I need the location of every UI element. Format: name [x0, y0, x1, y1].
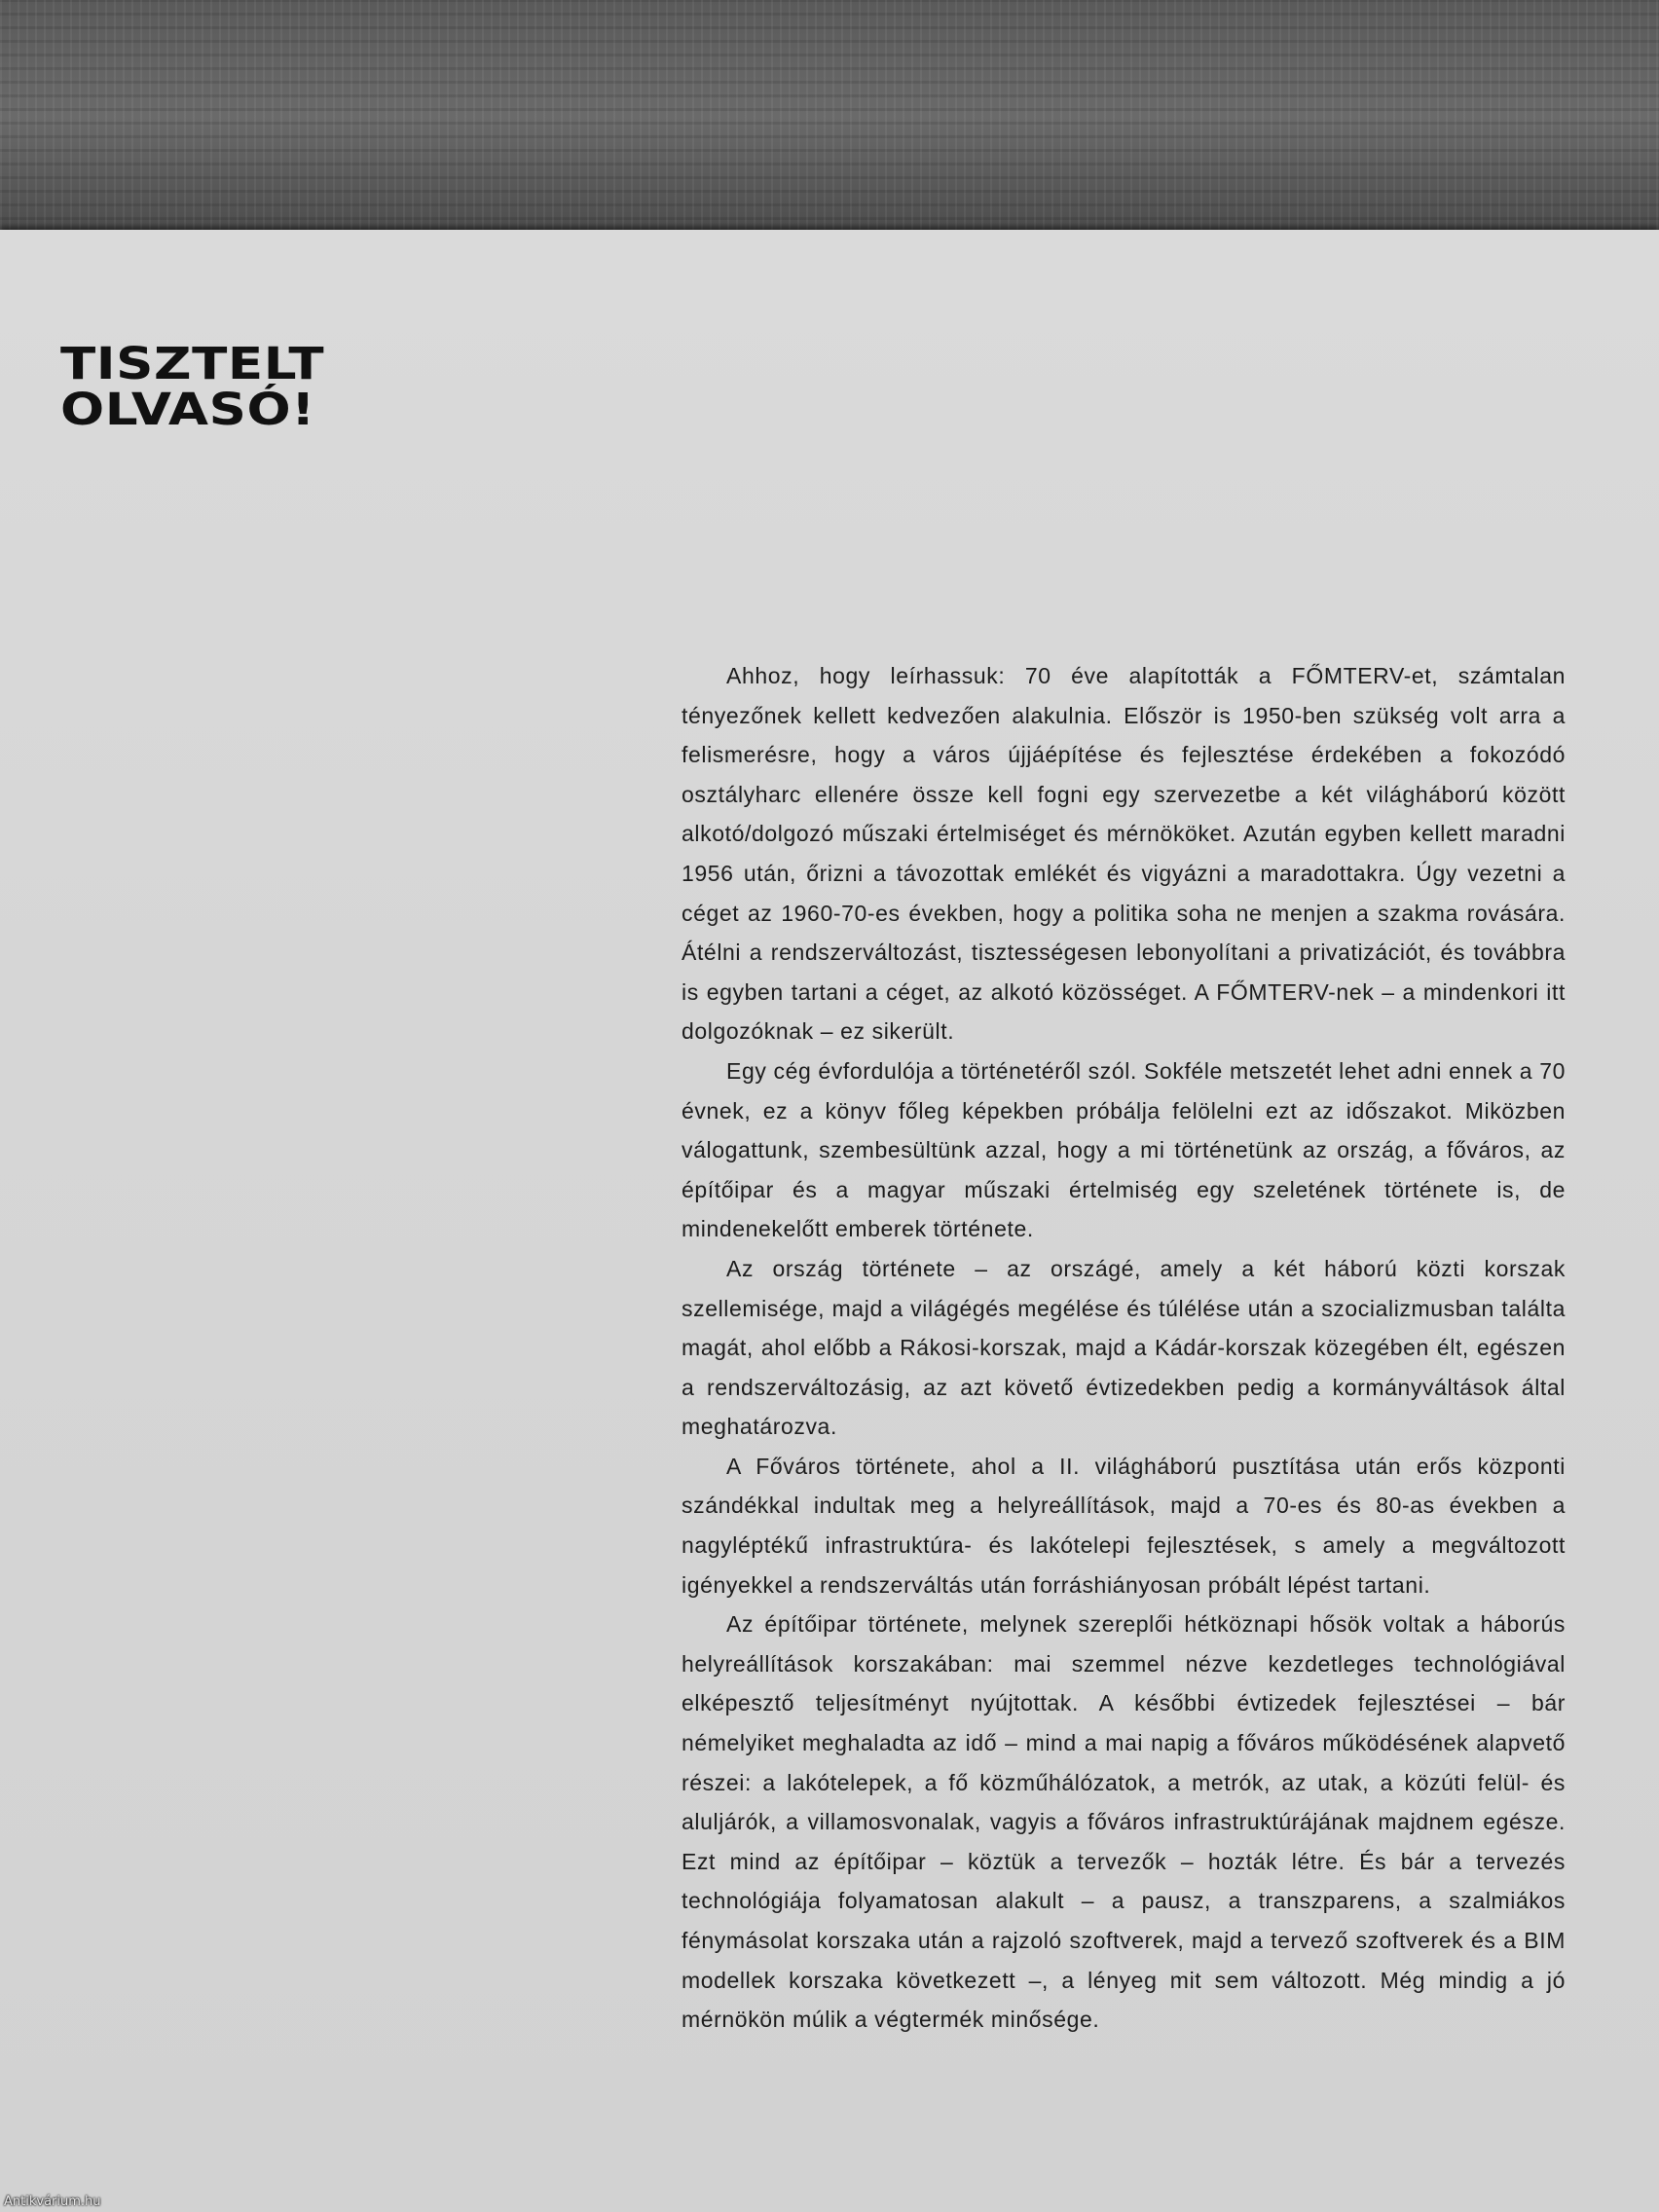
body-text	[682, 656, 1566, 2040]
paragraph-4: A Főváros története, ahol a II. világháború pusztítása után erős központi szándékkal indultak meg a helyreállítások, majd a 70-es és 80-as években a nagyléptékű infrastruktúra- és lakótelepi fejlesztések, s amely a megváltozott igényekkel a rendszerváltás után forráshiányosan próbált lépést tartani.	[682, 1453, 1566, 1598]
page-heading	[60, 338, 325, 435]
paragraph-2: Egy cég évfordulója a történetéről szól. Sokféle metszetét lehet adni ennek a 70 évnek, ez a könyv főleg képekben próbálja felölelni ezt az időszakot. Miközben válogattunk, szembesültünk azzal, hogy a mi történetünk az ország, a főváros, az építőipar és a magyar műszaki értelmiség egy szeletének története is, de mindenekelőtt emberek története.	[682, 1057, 1566, 1242]
paragraph-1: Ahhoz, hogy leírhassuk: 70 éve alapították a FŐMTERV-et, számtalan tényezőnek kellett kedvezően alakulnia. Először is 1950-ben szükség volt arra a felismerésre, hogy a város újjáépítése és fejlesztése érdekében a fokozódó osztályharc ellenére össze kell fogni egy szervezetbe a két világháború között alkotó/dolgozó műszaki értelmiséget és mérnököket. Azután egyben kellett maradni 1956 után, őrizni a távozottak emlékét és vigyázni a maradottakra. Úgy vezetni a céget az 1960-70-es években, hogy a politika soha ne menjen a szakma rovására. Átélni a rendszerváltozást, tisztességesen lebonyolítani a privatizációt, és továbbra is egyben tartani a céget, az alkotó közösséget. A FŐMTERV-nek – a mindenkori itt dolgozóknak – ez sikerült.	[682, 663, 1566, 1045]
paragraph-5: Az építőipar története, melynek szereplői hétköznapi hősök voltak a háborús helyreállítások korszakában: mai szemmel nézve kezdetleges technológiával elképesztő teljesítményt nyújtottak. A későbbi évtizedek fejlesztései – bár némelyiket meghaladta az idő – mind a mai napig a főváros működésének alapvető részei: a lakótelepek, a fő közműhálózatok, a metrók, az utak, a közúti felül- és aluljárók, a villamosvonalak, vagyis a főváros infrastruktúrájának majdnem egésze. Ezt mind az építőipar – köztük a tervezők – hozták létre. És bár a tervezés technológiája folyamatosan alakult – a pausz, a transzparens, a szalmiákos fénymásolat korszaka után a rajzoló szoftverek, majd a tervező szoftverek és a BIM modellek korszaka következett –, a lényeg mit sem változott. Még mindig a jó mérnökön múlik a végtermék minősége.	[682, 1611, 1566, 2033]
heading-line-1: TISZTELT	[60, 338, 325, 389]
heading-line-2: OLVASÓ!	[60, 384, 315, 435]
paragraph-3: Az ország története – az országé, amely a két háború közti korszak szellemisége, majd a világégés megélése és túlélése után a szocializmusban találta magát, ahol előbb a Rákosi-korszak, majd a Kádár-korszak közegében élt, egészen a rendszerváltozásig, az azt követő évtizedekben pedig a kormányváltások által meghatározva.	[682, 1255, 1566, 1440]
watermark-label: Antikvárium.hu	[4, 2194, 101, 2209]
table-background	[0, 0, 1659, 234]
book-page	[0, 230, 1659, 2212]
